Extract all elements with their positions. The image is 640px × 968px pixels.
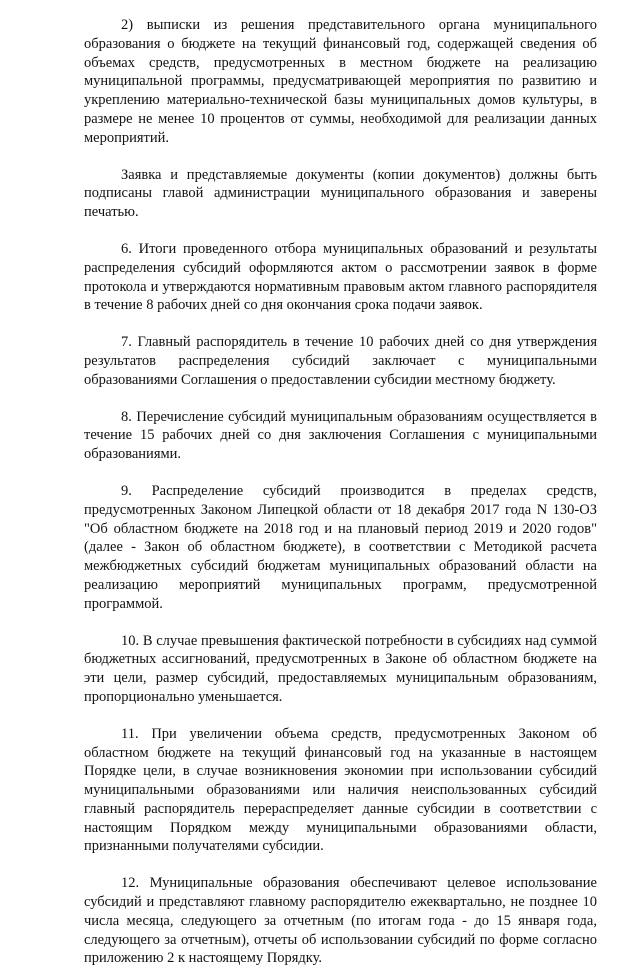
paragraph-extract-item-2: 2) выписки из решения представительного органа муниципального образования о бюджете на текущий финансовый год, содержащей сведения об объемах средств, предусмотренных в местном бюджете на реализацию муниципальной программы, предусматривающей мероприятия по развитию и укреплению материально-технической базы муниципальных домов культуры, в размере не менее 10 процентов от суммы, необходимой для реализации данных мероприятий. xyxy=(84,17,597,146)
paragraph-item-11: 11. При увеличении объема средств, предусмотренных Законом об областном бюджете на текущий финансовый год на указанные в настоящем Порядке цели, в случае возникновения экономии при использовании субсидий муниципальными образованиями или наличия неиспользованных субсидий главный распорядитель перераспределяет данные субсидии в соответствии с настоящим Порядком между муниципальными образованиями области, признанными получателями субсидии. xyxy=(84,725,597,855)
paragraph-item-12: 12. Муниципальные образования обеспечивают целевое использование субсидий и представляют главному распорядителю ежеквартально, не позднее 10 числа месяца, следующего за отчетным (по итогам года - до 15 января года, следующего за отчетным), отчеты об использовании субсидий по форме согласно приложению 2 к настоящему Порядку. xyxy=(84,875,597,967)
paragraph-item-10: 10. В случае превышения фактической потребности в субсидиях над суммой бюджетных ассигнований, предусмотренных в Законе об областном бюджете на эти цели, размер субсидий, предоставляемых муниципальным образованиям, пропорционально уменьшается. xyxy=(84,632,597,705)
paragraph-item-7: 7. Главный распорядитель в течение 10 рабочих дней со дня утверждения результатов распределения субсидий заключает с муниципальными образованиями Соглашения о предоставлении субсидии местному бюджету. xyxy=(84,334,597,388)
paragraph-item-6: 6. Итоги проведенного отбора муниципальных образований и результаты распределения субсидий оформляются актом о рассмотрении заявок в форме протокола и утверждаются нормативным правовым актом главного распорядителя в течение 8 рабочих дней со дня окончания срока подачи заявок. xyxy=(84,240,597,314)
paragraph-item-9: 9. Распределение субсидий производится в пределах средств, предусмотренных Законом Липецкой области от 18 декабря 2017 года N 130-ОЗ "Об областном бюджете на 2018 год и на плановый период 2019 и 2020 годов" (далее - Закон об областном бюджете), в соответствии с Методикой расчета межбюджетных субсидий бюджетам муниципальных образований области на реализацию мероприятий муниципальных программ, предусмотренной программой. xyxy=(84,482,597,612)
paragraph-application-signature: Заявка и представляемые документы (копии документов) должны быть подписаны главой администрации муниципального образования и заверены печатью. xyxy=(84,166,597,221)
paragraph-item-8: 8. Перечисление субсидий муниципальным образованиям осуществляется в течение 15 рабочих дней со дня заключения Соглашения с муниципальными образованиями. xyxy=(84,408,597,463)
